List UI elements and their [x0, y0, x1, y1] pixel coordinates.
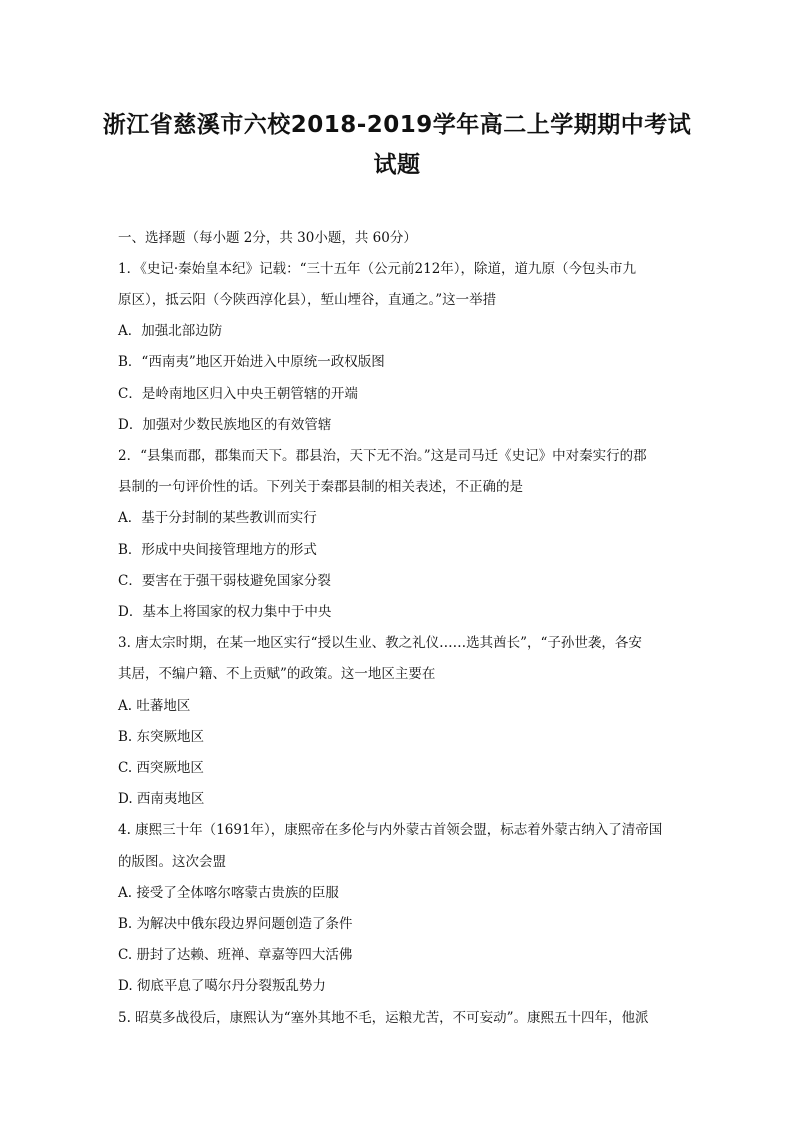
question-2-option-d: D．基本上将国家的权力集中于中央 [118, 604, 332, 620]
question-3-option-c: C. 西突厥地区 [118, 760, 204, 776]
question-3-option-b: B. 东突厥地区 [118, 729, 205, 745]
question-1-option-a: A．加强北部边防 [118, 323, 223, 339]
question-4-option-b: B. 为解决中俄东段边界问题创造了条件 [118, 916, 353, 932]
question-2-stem: 县制的一句评价性的话。下列关于秦郡县制的相关表述，不正确的是 [118, 479, 523, 495]
question-3-option-a: A. 吐蕃地区 [118, 698, 191, 714]
question-3-option-d: D. 西南夷地区 [118, 791, 205, 807]
question-1-stem: 1．《史记·秦始皇本纪》记载：“三十五年（公元前212年），除道，道九原（今包头市九 [118, 261, 637, 277]
exam-title-continued: 试题 [373, 152, 421, 178]
question-3-stem: 3. 唐太宗时期，在某一地区实行“授以生业、教之礼仪……选其酋长”，“子孙世袭，各安 [118, 635, 642, 651]
question-3-stem: 其居，不编户籍、不上贡赋”的政策。这一地区主要在 [118, 666, 436, 682]
question-1-option-b: B．“西南夷”地区开始进入中原统一政权版图 [118, 354, 385, 370]
question-4-option-a: A. 接受了全体喀尔喀蒙古贵族的臣服 [118, 885, 339, 901]
question-1-stem: 原区），抵云阳（今陕西淳化县），堑山堙谷，直通之。”这一举措 [118, 292, 497, 308]
question-1-option-d: D．加强对少数民族地区的有效管辖 [118, 417, 332, 433]
question-2-stem: 2．“县集而郡，郡集而天下。郡县治，天下无不治。”这是司马迁《史记》中对秦实行的郡 [118, 448, 647, 464]
question-4-stem: 4. 康熙三十年（1691年），康熙帝在多伦与内外蒙古首领会盟，标志着外蒙古纳入了清帝国 [118, 822, 663, 838]
question-2-option-a: A．基于分封制的某些教训而实行 [118, 510, 317, 526]
question-2-option-c: C．要害在于强干弱枝避免国家分裂 [118, 573, 331, 589]
question-5-stem: 5. 昭莫多战役后，康熙认为“塞外其地不毛，运粮尤苦，不可妄动”。康熙五十四年，他派 [118, 1010, 649, 1026]
question-1-option-c: C．是岭南地区归入中央王朝管辖的开端 [118, 386, 358, 402]
exam-title: 浙江省慈溪市六校2018-2019学年高二上学期期中考试 [102, 112, 692, 138]
question-2-option-b: B．形成中央间接管理地方的形式 [118, 542, 317, 558]
section-heading: 一、选择题（每小题 2分，共 30小题，共 60分） [118, 230, 417, 246]
question-4-option-c: C. 册封了达赖、班禅、章嘉等四大活佛 [118, 947, 353, 963]
question-4-option-d: D. 彻底平息了噶尔丹分裂叛乱势力 [118, 978, 326, 994]
question-4-stem: 的版图。这次会盟 [118, 854, 226, 870]
